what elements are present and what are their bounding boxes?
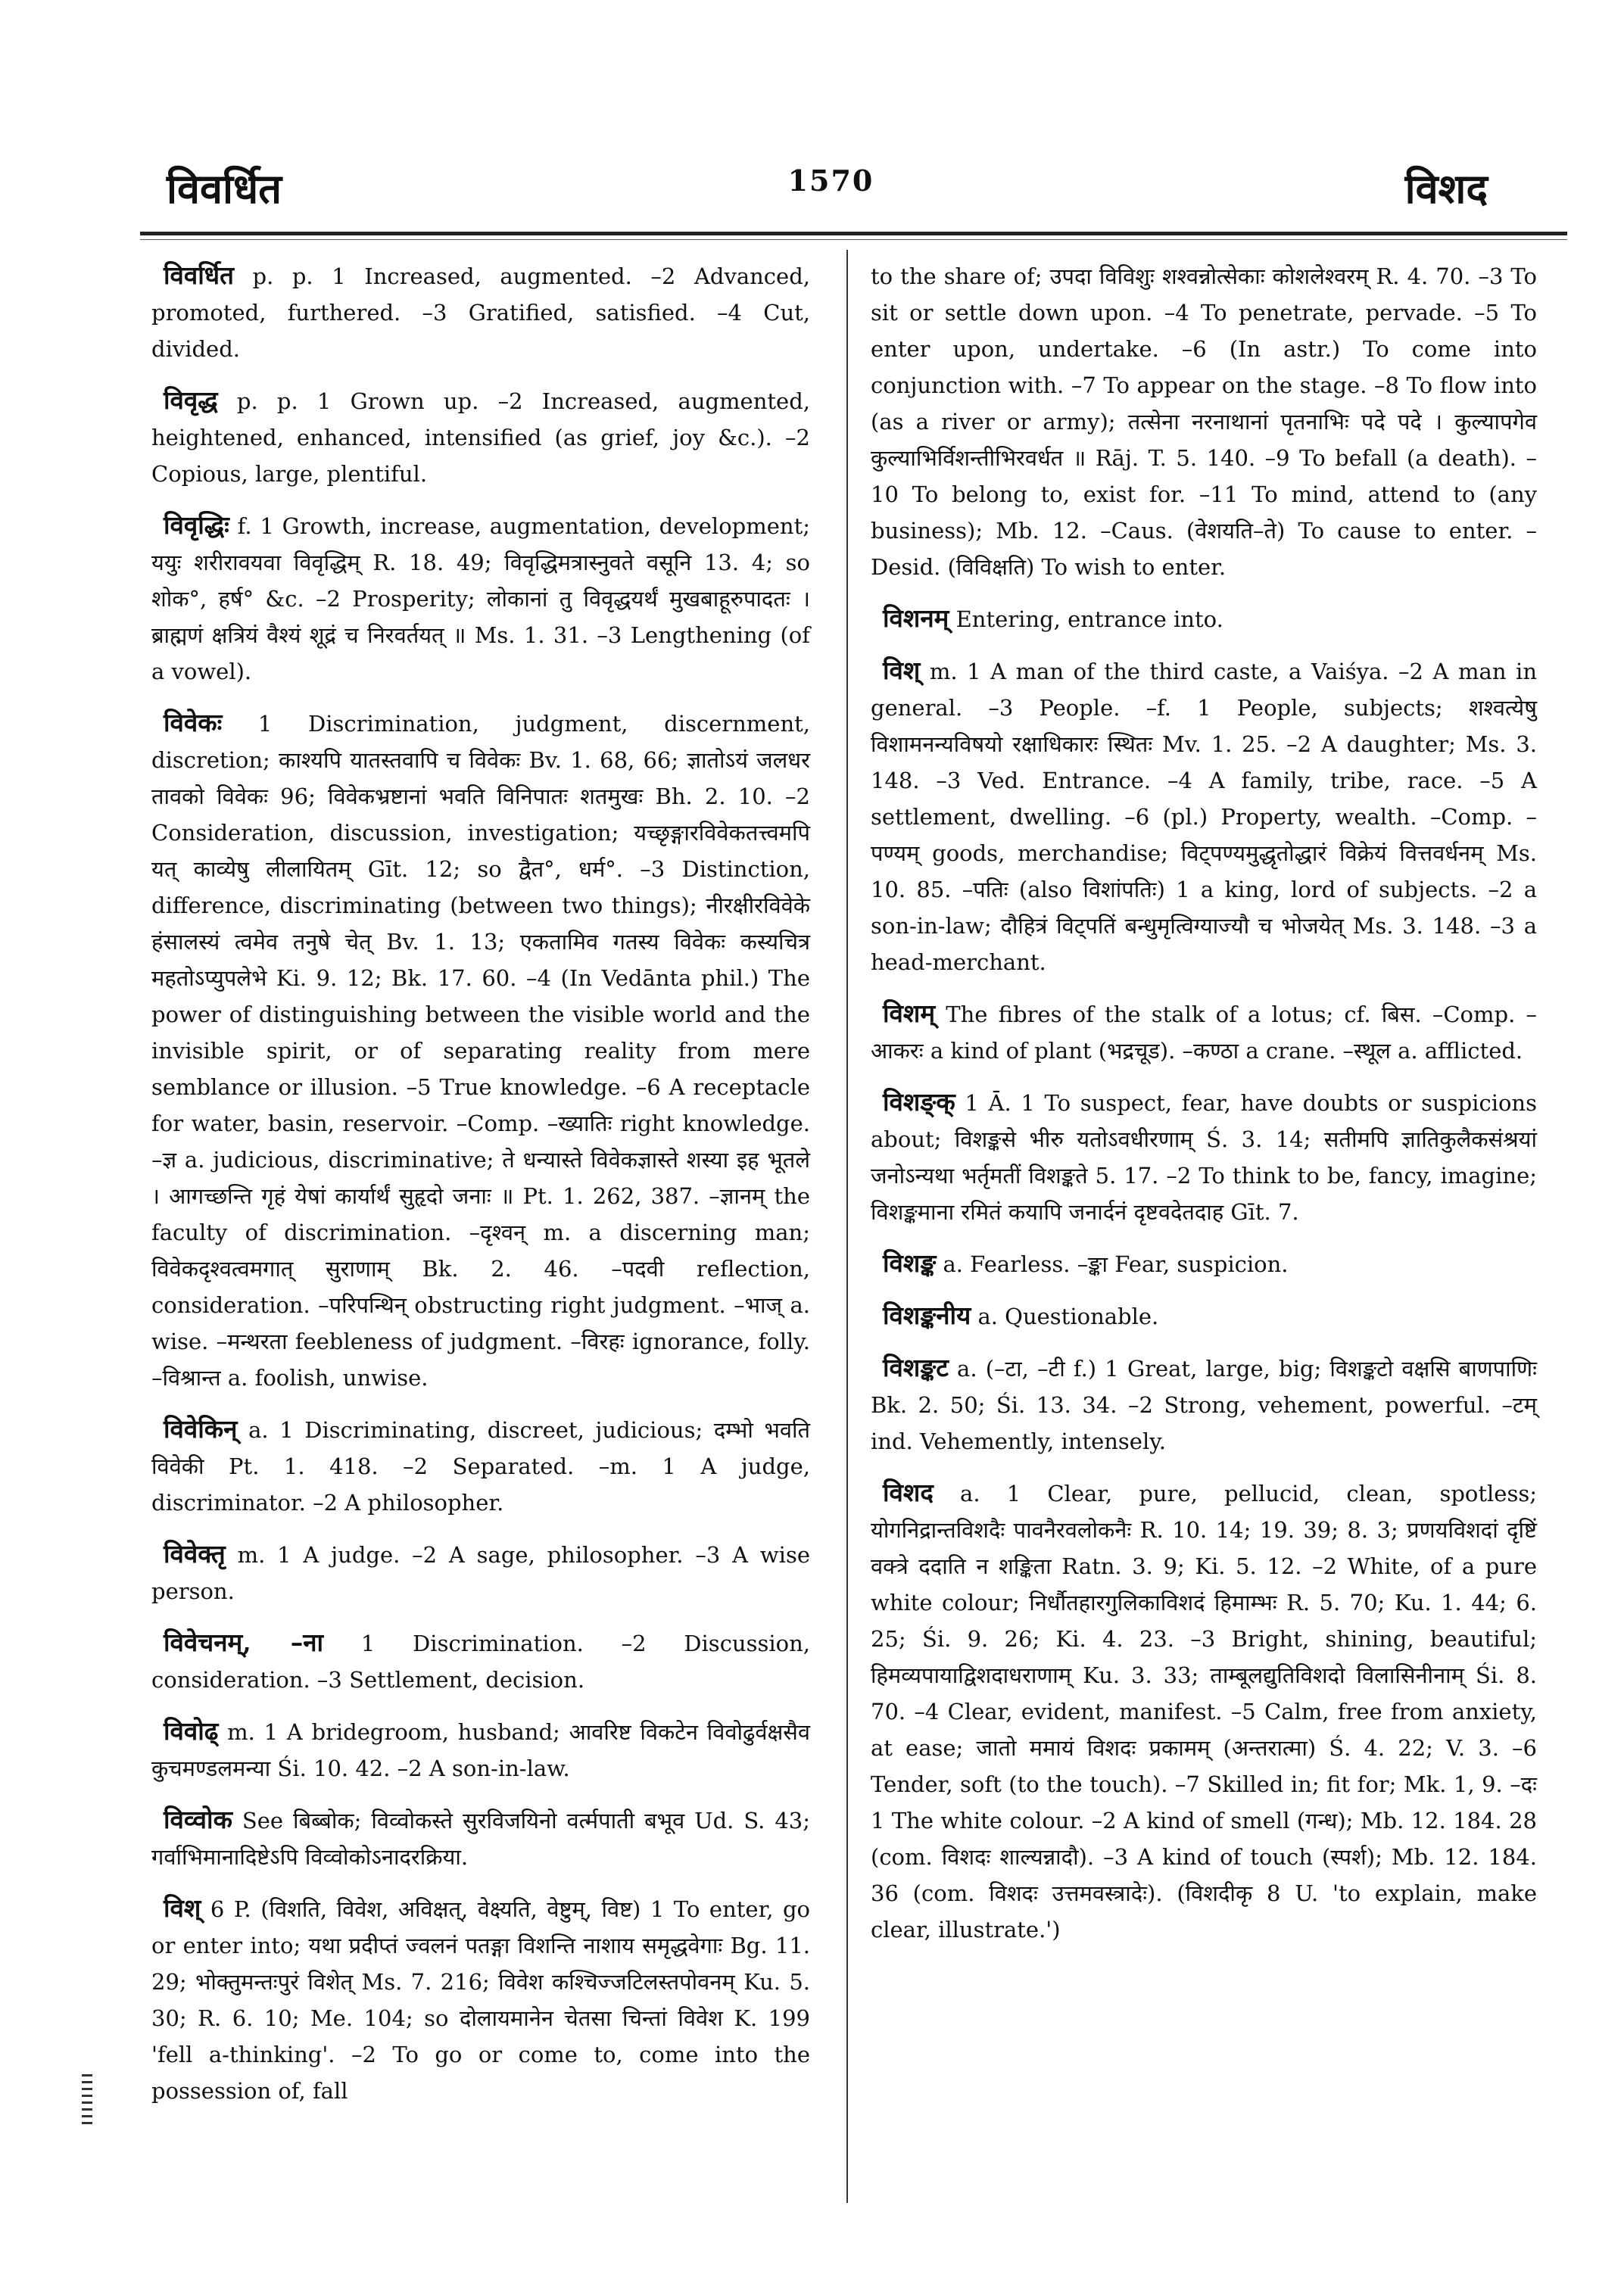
dictionary-entry	[151, 257, 810, 367]
entry-definition: a. (–टा, –टी f.) 1 Great, large, big; विशङ्कटो वक्षसि बाणपाणिः Bk. 2. 50; Śi. 13. 34. –2 Strong, vehement, powerful. –टम् ind. Vehemently, intensely.	[871, 1356, 1537, 1454]
dictionary-entry	[151, 382, 810, 492]
entry-definition: m. 1 A man of the third caste, a Vaiśya. –2 A man in general. –3 People. –f. 1 People, subjects; शश्वत्येषु विशामनन्यविषयो रक्षाधिकारः स्थितः Mv. 1. 25. –2 A daughter; Ms. 3. 148. –3 Ved. Entrance. –4 A family, tribe, race. –5 A settlement, dwelling. –6 (pl.) Property, wealth. –Comp. –पण्यम् goods, merchandise; विट्पण्यमुद्धृतोद्धारं विक्रेयं वित्तवर्धनम् Ms. 10. 85. –पतिः (also विशांपतिः) 1 a king, lord of subjects. –2 a son-in-law; दौहित्रं विट्पतिं बन्धुमृत्विग्याज्यौ च भोजयेत् Ms. 3. 148. –3 a head-merchant.	[871, 659, 1538, 975]
entry-headword: विव्वोक	[164, 1805, 232, 1834]
right-column	[871, 257, 1537, 1963]
entry-headword: विशनम्	[883, 603, 949, 633]
entry-headword: विवृद्धिः	[164, 510, 229, 540]
dictionary-entry	[151, 1713, 810, 1787]
entry-headword: विश्	[883, 656, 921, 685]
dictionary-entry	[871, 1475, 1537, 1948]
entry-definition: a. Fearless. –ङ्का Fear, suspicion.	[943, 1251, 1289, 1277]
dictionary-entry	[871, 600, 1537, 637]
page-header	[144, 159, 1518, 212]
entry-definition: m. 1 A bridegroom, husband; आवरिष्ट विकटेन विवोढुर्वक्षसैव कुचमण्डलमन्या Śi. 10. 42. –2 A son-in-law.	[151, 1719, 810, 1781]
entry-definition: to the share of; उपदा विविशुः शश्वन्नोत्सेकाः कोशलेश्वरम् R. 4. 70. –3 To sit or settle down upon. –4 To penetrate, pervade. –5 To enter upon, undertake. –6 (In astr.) To come into conjunction with. –7 To appear on the stage. –8 To flow into (as a river or army); तत्सेना नरनाथानां पृतनाभिः पदे पदे । कुल्यापगेव कुल्याभिर्विशन्तीभिरवर्धत ॥ Rāj. T. 5. 140. –9 To befall (a death). –10 To belong to, exist for. –11 To mind, attend to (any business); Mb. 12. –Caus. (वेशयति–ते) To cause to enter. –Desid. (विविक्षति) To wish to enter.	[871, 263, 1537, 580]
header-rule-thin	[140, 239, 1567, 240]
dictionary-entry	[871, 653, 1537, 980]
entry-definition: a. 1 Discriminating, discreet, judicious; दम्भो भवति विवेकी Pt. 1. 418. –2 Separated. –m. 1 A judge, discriminator. –2 A philosopher.	[151, 1417, 811, 1516]
entry-headword: विशद	[883, 1478, 934, 1507]
page-number: 1570	[787, 164, 874, 198]
dictionary-entry	[151, 1411, 810, 1521]
dictionary-entry	[871, 1350, 1537, 1460]
entry-headword: विशङ्क	[883, 1248, 937, 1278]
entry-definition: p. p. 1 Grown up. –2 Increased, augmented, heightened, enhanced, intensified (as grief, joy &c.). –2 Copious, large, plentiful.	[151, 388, 810, 487]
entry-definition: 6 P. (विशति, विवेश, अविक्षत्, वेक्ष्यति, वेष्टुम्, विष्ट) 1 To enter, go or enter into; यथा प्रदीप्तं ज्वलनं पतङ्गा विशन्ति नाशाय समृद्धवेगाः Bg. 11. 29; भोक्तुमन्तःपुरं विशेत् Ms. 7. 216; विवेश कश्चिज्जटिलस्तपोवनम् Ku. 5. 30; R. 6. 10; Me. 104; so दोलायमानेन चेतसा चिन्तां विवेश K. 199 'fell a-thinking'. –2 To go or come to, come into the possession of, fall	[151, 1896, 811, 2104]
left-column	[151, 257, 810, 2124]
dictionary-entry	[151, 1890, 810, 2109]
entry-definition: p. p. 1 Increased, augmented. –2 Advanced, promoted, furthered. –3 Gratified, satisfied. –4 Cut, divided.	[151, 263, 810, 362]
entry-definition: f. 1 Growth, increase, augmentation, development; ययुः शरीरावयवा विवृद्धिम् R. 18. 49; विवृद्धिमत्रास्नुवते वसूनि 13. 4; so शोक°, हर्ष° &c. –2 Prosperity; लोकानां तु विवृद्धयर्थं मुखबाहूरुपादतः । ब्राह्मणं क्षत्रियं वैश्यं शूद्रं च निरवर्तयत् ॥ Ms. 1. 31. –3 Lengthening (of a vowel).	[151, 513, 810, 684]
entry-definition: 1 Discrimination, judgment, discernment, discretion; काश्यपि यातस्तवापि च विवेकः Bv. 1. 68, 66; ज्ञातोऽयं जलधर तावको विवेकः 96; विवेकभ्रष्टानां भवति विनिपातः शतमुखः Bh. 2. 10. –2 Consideration, discussion, investigation; यच्छृङ्गारविवेकतत्त्वमपि यत् काव्येषु लीलायितम् Gīt. 12; so द्वैत°, धर्म°. –3 Distinction, difference, discriminating (between two things); नीरक्षीरविवेके हंसालस्यं त्वमेव तनुषे चेत् Bv. 1. 13; एकतामिव गतस्य विवेकः कस्यचित्र महतोऽप्युपलेभे Ki. 9. 12; Bk. 17. 60. –4 (In Vedānta phil.) The power of distinguishing between the visible world and the invisible spirit, or of separating reality from mere semblance or illusion. –5 True knowledge. –6 A receptacle for water, basin, reservoir. –Comp. –ख्यातिः right knowledge. –ज्ञ a. judicious, discriminative; ते धन्यास्ते विवेकज्ञास्ते शस्या इह भूतले । आगच्छन्ति गृहं येषां कार्यार्थं सुहृदो जनाः ॥ Pt. 1. 262, 387. –ज्ञानम् the faculty of discrimination. –दृश्वन् m. a discerning man; विवेकदृश्वत्वमगात् सुराणाम् Bk. 2. 46. –पदवी reflection, consideration. –परिपन्थिन् obstructing right judgment. –भाज् a. wise. –मन्थरता feebleness of judgment. –विरहः ignorance, folly. –विश्रान्त a. foolish, unwise.	[151, 711, 810, 1391]
entry-headword: विवर्धित	[164, 260, 234, 290]
dictionary-entry	[871, 1298, 1537, 1335]
entry-headword: विवेकिन्	[164, 1414, 238, 1444]
entry-definition: a. 1 Clear, pure, pellucid, clean, spotless; योगनिद्रान्तविशदैः पावनैरवलोकनैः R. 10. 14; 19. 39; 8. 3; प्रणयविशदां दृष्टिं वक्त्रे ददाति न शङ्किता Ratn. 3. 9; Ki. 5. 12. –2 White, of a pure white colour; निर्धौतहारगुलिकाविशदं हिमाम्भः R. 5. 70; Ku. 1. 44; 6. 25; Śi. 9. 26; Ki. 4. 23. –3 Bright, shining, beautiful; हिमव्यपायाद्विशदाधराणाम् Ku. 3. 33; ताम्बूलद्युतिविशदो विलासिनीनाम् Śi. 8. 70. –4 Clear, evident, manifest. –5 Calm, free from anxiety, at ease; जातो ममायं विशदः प्रकामम् (अन्तरात्मा) Ś. 4. 22; V. 3. –6 Tender, soft (to the touch). –7 Skilled in; fit for; Mk. 1, 9. –दः 1 The white colour. –2 A kind of smell (गन्ध); Mb. 12. 184. 28 (com. विशदः शाल्यन्नादौ). –3 A kind of touch (स्पर्श); Mb. 12. 184. 36 (com. विशदः उत्तमवस्त्रादेः). (विशदीकृ 8 U. 'to explain, make clear, illustrate.')	[871, 1481, 1538, 1943]
entry-headword: विवेकः	[164, 708, 223, 737]
dictionary-entry	[871, 1084, 1537, 1230]
entry-headword: विशङ्कट	[883, 1353, 949, 1382]
dictionary-entry	[151, 1536, 810, 1609]
entry-definition: Entering, entrance into.	[955, 606, 1223, 632]
entry-headword: विश्	[164, 1893, 201, 1923]
header-rule	[140, 232, 1567, 235]
dictionary-entry	[871, 1245, 1537, 1282]
entry-definition: See बिब्बोक; विव्वोकस्ते सुरविजयिनो वर्त्मपाती बभूव Ud. S. 43; गर्वाभिमानादिष्टेऽपि विव्वोकोऽनादरक्रिया.	[151, 1808, 810, 1870]
right-running-headword: विशद	[1404, 164, 1488, 213]
dictionary-entry	[151, 1802, 810, 1875]
entry-headword: विवेचनम्, –ना	[164, 1628, 324, 1657]
dictionary-entry	[151, 705, 810, 1396]
entry-headword: विवृद्ध	[164, 385, 218, 415]
entry-headword: विशङ्क्	[883, 1087, 955, 1117]
dictionary-entry	[151, 507, 810, 690]
entry-definition: m. 1 A judge. –2 A sage, philosopher. –3 A wise person.	[151, 1542, 810, 1604]
entry-definition: The fibres of the stalk of a lotus; cf. बिस. –Comp. –आकरः a kind of plant (भद्रचूड). –कण्ठा a crane. –स्थूल a. afflicted.	[871, 1002, 1537, 1064]
left-running-headword: विवर्धित	[167, 164, 282, 213]
entry-headword: विशङ्कनीय	[883, 1301, 971, 1330]
margin-binding-mark	[82, 2074, 92, 2127]
dictionary-entry-continued	[871, 257, 1537, 585]
dictionary-entry	[151, 1625, 810, 1698]
entry-definition: 1 Ā. 1 To suspect, fear, have doubts or suspicions about; विशङ्कसे भीरु यतोऽवधीरणाम् Ś. 3. 14; सतीमपि ज्ञातिकुलैकसंश्रयां जनोऽन्यथा भर्तृमतीं विशङ्कते 5. 17. –2 To think to be, fancy, imagine; विशङ्कमाना रमितं कयापि जनार्दनं दृष्टवदेतदाह Gīt. 7.	[871, 1090, 1537, 1225]
dictionary-entry	[871, 995, 1537, 1069]
entry-headword: विवोढ्	[164, 1716, 219, 1746]
entry-headword: विवेक्तृ	[164, 1539, 226, 1569]
entry-definition: 1 Discrimination. –2 Discussion, consideration. –3 Settlement, decision.	[151, 1631, 811, 1693]
entry-headword: विशम्	[883, 999, 936, 1028]
entry-definition: a. Questionable.	[977, 1304, 1159, 1329]
column-divider	[846, 250, 848, 2203]
